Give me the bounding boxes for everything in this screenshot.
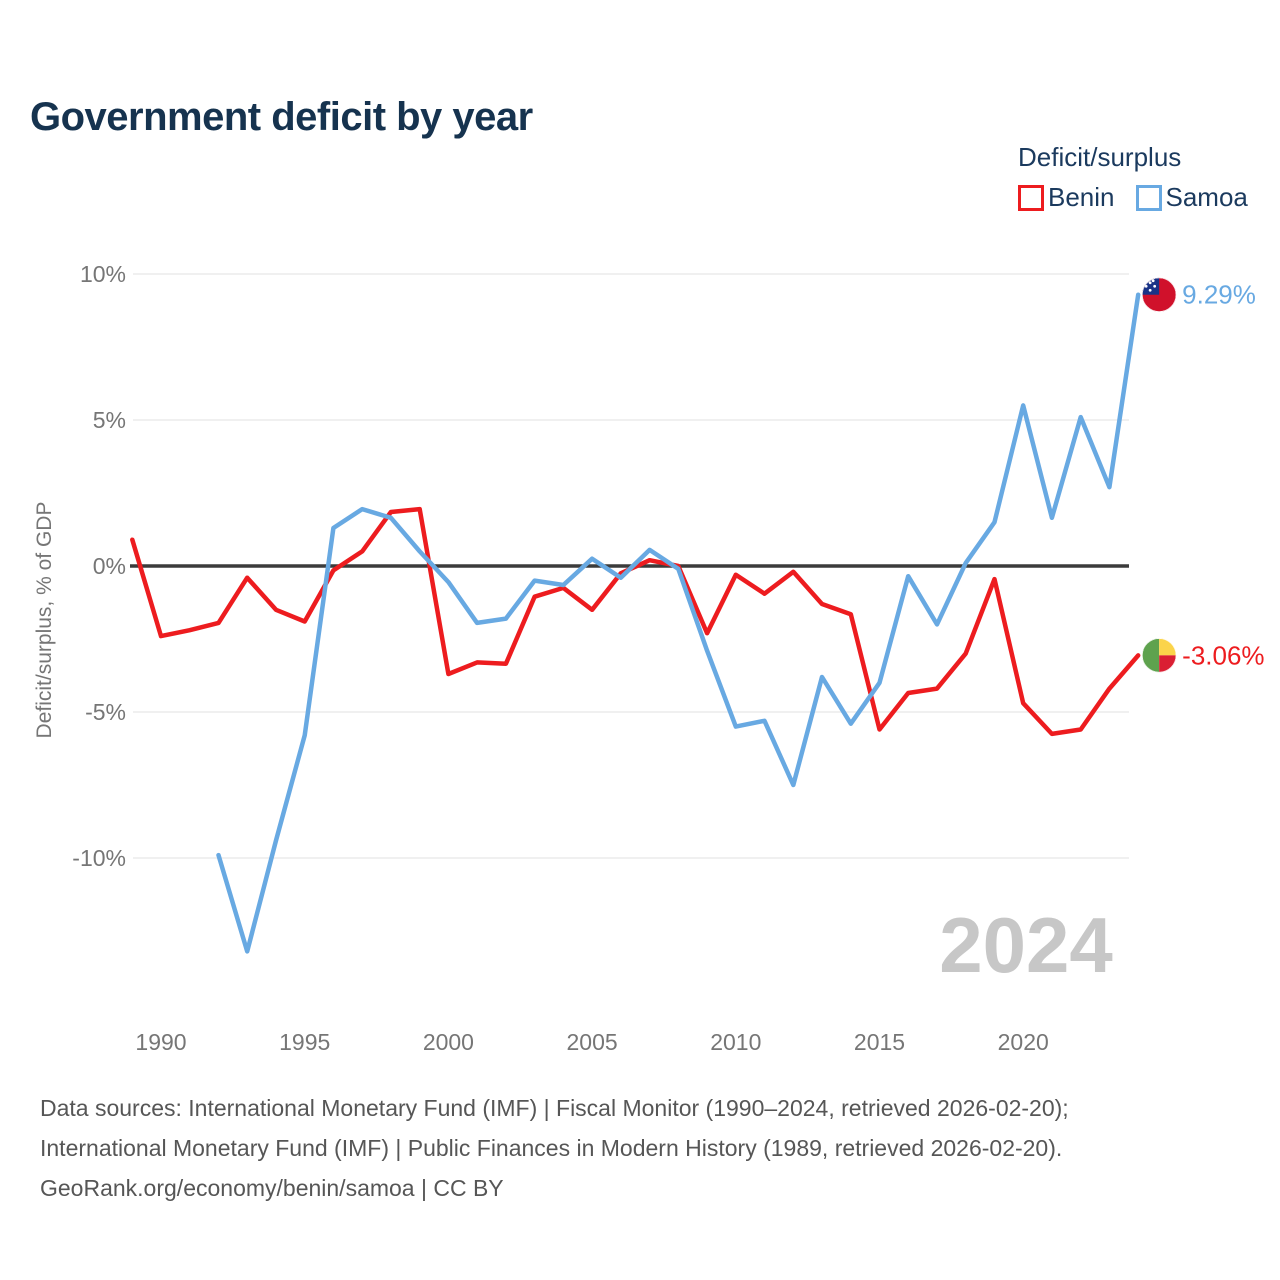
samoa-end-label: 9.29% (1182, 279, 1256, 310)
legend-item-samoa-label: Samoa (1165, 182, 1248, 212)
x-tick-label: 2005 (566, 1029, 618, 1055)
y-tick-label: 10% (79, 261, 126, 287)
footer-line-2: International Monetary Fund (IMF) | Public Finances in Modern History (1989, retrieved 2026-02-20). (40, 1135, 1063, 1161)
y-tick-label: 5% (92, 407, 126, 433)
footer-line-3[interactable]: GeoRank.org/economy/benin/samoa | CC BY (40, 1175, 504, 1201)
x-tick-label: 1990 (135, 1029, 187, 1055)
benin-end-label: -3.06% (1182, 640, 1265, 671)
x-tick-label: 2000 (422, 1029, 474, 1055)
page-title: Government deficit by year (30, 94, 533, 139)
samoa-line[interactable] (219, 295, 1139, 952)
samoa-flag-icon (1142, 278, 1176, 312)
y-tick-label: 0% (92, 553, 126, 579)
y-axis-title: Deficit/surplus, % of GDP (33, 501, 56, 739)
footer-line-1: Data sources: International Monetary Fund (IMF) | Fiscal Monitor (1990–2024, retrieved 2026-02-20); (40, 1095, 1069, 1121)
x-tick-label: 2020 (997, 1029, 1049, 1055)
x-tick-label: 2010 (710, 1029, 762, 1055)
watermark-year: 2024 (939, 901, 1113, 989)
x-tick-label: 1995 (279, 1029, 331, 1055)
y-tick-label: -10% (72, 845, 126, 871)
data-sources (40, 1088, 1250, 1208)
benin-flag-icon (1142, 638, 1176, 672)
legend-title: Deficit/surplus (1018, 142, 1182, 172)
benin-line[interactable] (132, 509, 1138, 734)
x-tick-label: 2015 (853, 1029, 906, 1055)
legend-item-benin-label: Benin (1048, 182, 1115, 212)
y-tick-label: -5% (85, 699, 126, 725)
